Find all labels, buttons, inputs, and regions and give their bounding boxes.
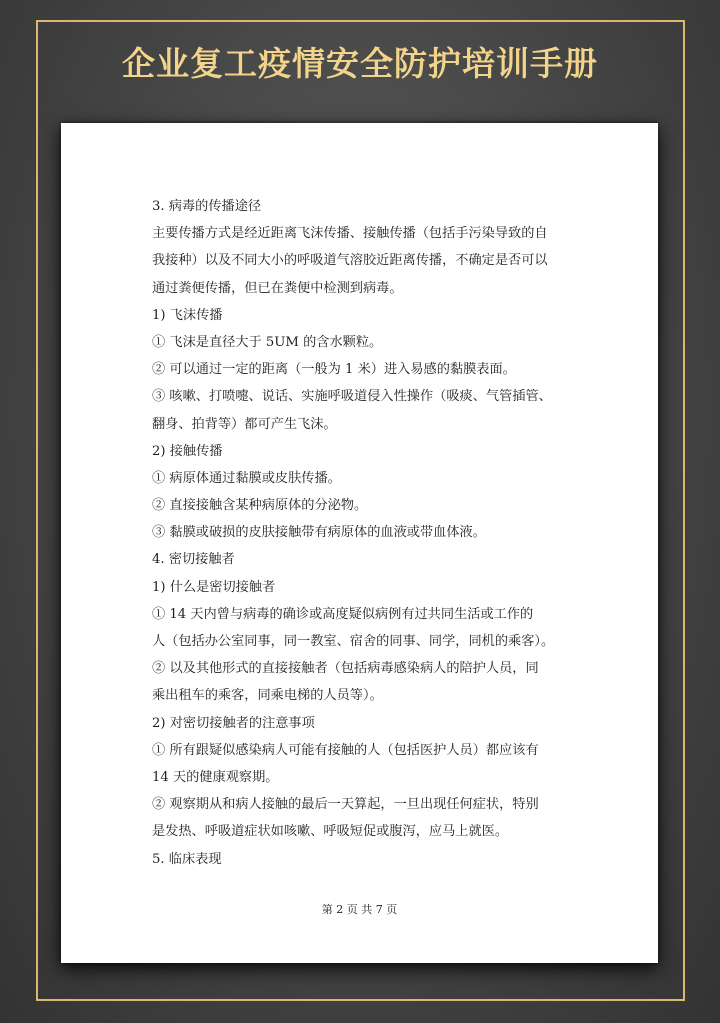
subsection-heading: 1) 飞沫传播 — [152, 307, 223, 323]
paragraph-line: 通过粪便传播，但已在粪便中检测到病毒。 — [152, 280, 403, 296]
list-item: ① 14 天内曾与病毒的确诊或高度疑似病例有过共同生活或工作的 — [152, 606, 534, 622]
paragraph-line: 主要传播方式是经近距离飞沫传播、接触传播（包括手污染导致的自 — [152, 226, 548, 242]
list-item: ② 可以通过一定的距离（一般为 1 米）进入易感的黏膜表面。 — [152, 362, 516, 378]
subsection-heading: 1) 什么是密切接触者 — [152, 579, 276, 595]
paragraph-line: 我接种）以及不同大小的呼吸道气溶胶近距离传播，不确定是否可以 — [152, 253, 548, 269]
list-item: ③ 咳嗽、打喷嚏、说话、实施呼吸道侵入性操作（吸痰、气管插管、 — [152, 389, 552, 405]
document-body — [152, 193, 577, 873]
list-item: ② 以及其他形式的直接接触者（包括病毒感染病人的陪护人员，同 — [152, 661, 539, 677]
section-heading: 5. 临床表现 — [152, 851, 222, 867]
list-item-continuation: 14 天的健康观察期。 — [152, 769, 279, 785]
list-item: ② 观察期从和病人接触的最后一天算起，一旦出现任何症状，特别 — [152, 797, 539, 813]
section-heading: 4. 密切接触者 — [152, 552, 235, 568]
page-number: 第 2 页 共 7 页 — [321, 903, 398, 916]
subsection-heading: 2) 接触传播 — [152, 443, 223, 459]
list-item-continuation: 人（包括办公室同事，同一教室、宿舍的同事、同学，同机的乘客）。 — [152, 634, 555, 649]
list-item-continuation: 是发热、呼吸道症状如咳嗽、呼吸短促或腹泻，应马上就医。 — [152, 824, 509, 840]
list-item: ① 飞沫是直径大于 5UM 的含水颗粒。 — [152, 334, 383, 350]
list-item: ① 所有跟疑似感染病人可能有接触的人（包括医护人员）都应该有 — [152, 742, 539, 758]
list-item: ① 病原体通过黏膜或皮肤传播。 — [152, 470, 341, 486]
list-item: ③ 黏膜或破损的皮肤接触带有病原体的血液或带血体液。 — [152, 525, 486, 541]
list-item-continuation: 乘出租车的乘客，同乘电梯的人员等）。 — [152, 688, 383, 704]
page-title: 企业复工疫情安全防护培训手册 — [122, 44, 598, 83]
section-heading: 3. 病毒的传播途径 — [152, 199, 262, 214]
list-item-continuation: 翻身、拍背等）都可产生飞沫。 — [152, 416, 337, 432]
subsection-heading: 2) 对密切接触者的注意事项 — [152, 715, 315, 731]
list-item: ② 直接接触含某种病原体的分泌物。 — [152, 498, 368, 514]
